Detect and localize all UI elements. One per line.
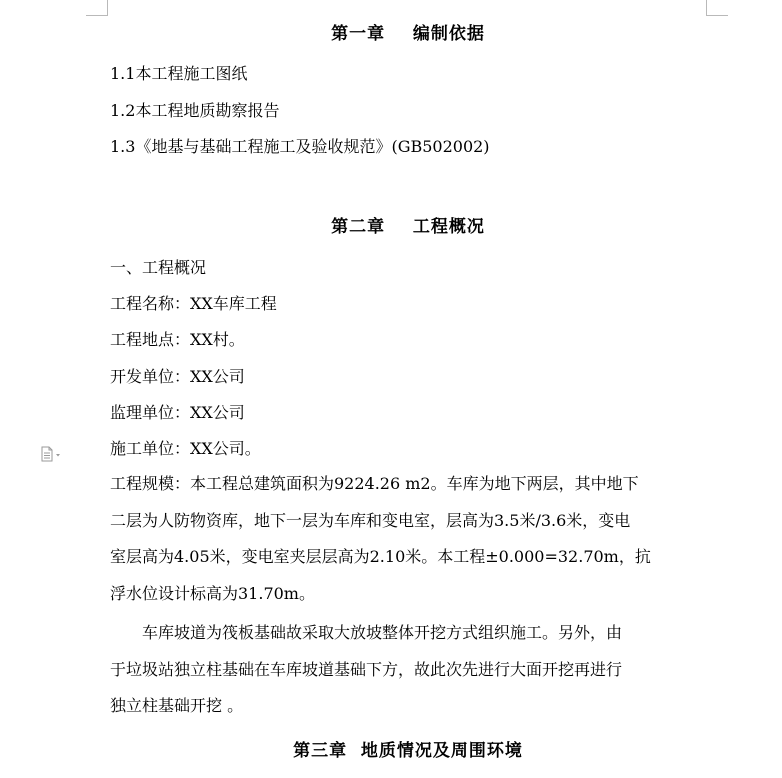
basis-item-3: 1.3《地基与基础工程施工及验收规范》(GB502002) [110, 137, 490, 156]
overview-subtitle: 一、工程概况 [110, 258, 207, 277]
project-name: 工程名称：XX车库工程 [110, 294, 277, 313]
chapter-1-heading: 第一章 编制依据 [331, 24, 485, 44]
ramp-paragraph [110, 615, 710, 725]
project-location: 工程地点：XX村。 [110, 330, 245, 349]
ramp-line-2: 于垃圾站独立柱基础在车库坡道基础下方，故此次先进行大面开挖再进行 [110, 659, 623, 679]
basis-item-1: 1.1本工程施工图纸 [110, 64, 248, 83]
ramp-line-3: 独立柱基础开挖 。 [110, 696, 244, 715]
chapter-3-heading: 第三章 地质情况及周围环境 [293, 741, 523, 761]
chapter-2-heading: 第二章 工程概况 [331, 217, 485, 237]
construction-unit: 施工单位：XX公司。 [110, 439, 261, 458]
project-scale-paragraph [110, 466, 710, 612]
supervision-unit: 监理单位：XX公司 [110, 403, 245, 422]
scale-line-1: 工程规模：本工程总建筑面积为9224.26 m2。车库为地下两层，其中地下 [110, 474, 639, 493]
document-icon[interactable] [40, 446, 62, 462]
scale-line-3: 室层高为4.05米，变电室夹层层高为2.10米。本工程±0.000=32.70m，抗 [110, 547, 651, 566]
page-corner-mark-right [706, 0, 728, 16]
scale-line-4: 浮水位设计标高为31.70m。 [110, 583, 315, 603]
page-corner-mark-left [86, 0, 108, 16]
basis-item-2: 1.2本工程地质勘察报告 [110, 101, 280, 120]
developer-unit: 开发单位：XX公司 [110, 367, 245, 386]
scale-line-2: 二层为人防物资库，地下一层为车库和变电室，层高为3.5米/3.6米，变电 [110, 510, 631, 530]
ramp-line-1: 车库坡道为筏板基础故采取大放坡整体开挖方式组织施工。另外，由 [142, 623, 623, 642]
